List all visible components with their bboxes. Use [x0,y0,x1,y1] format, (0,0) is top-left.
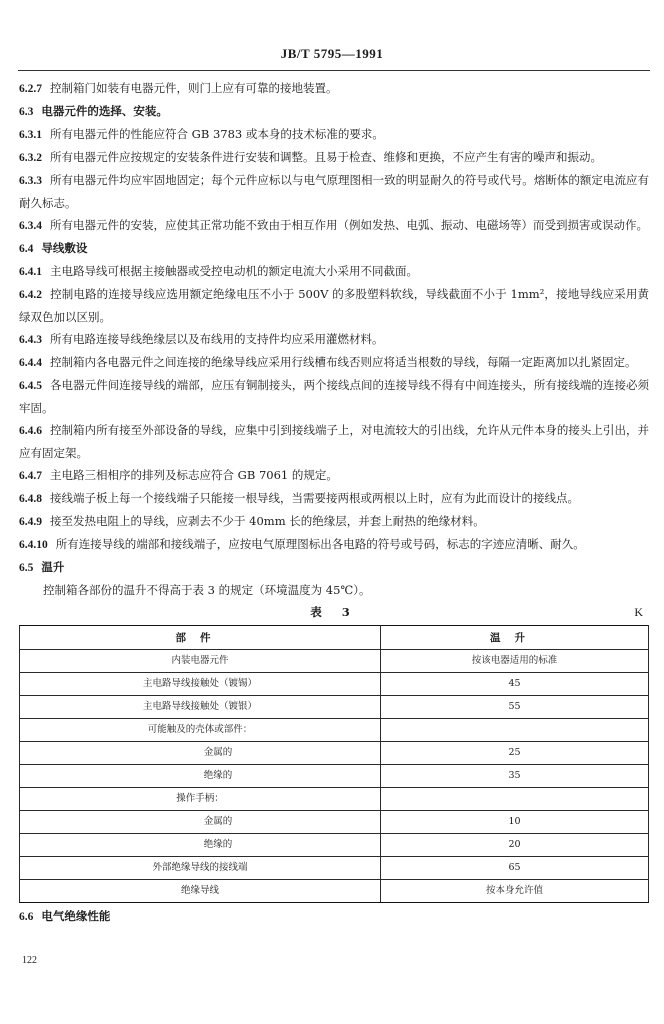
clause-text: 控制箱门如装有电器元件，则门上应有可靠的接地装置。 [50,81,338,95]
clause-text: 所有电器元件的性能应符合 GB 3783 或本身的技术标准的要求。 [50,127,384,141]
clause-number: 6.3 [19,106,34,118]
header-rule [18,70,650,71]
temperature-rise-table [19,625,649,903]
clause [19,464,649,487]
cell-temp-rise: 按本身允许值 [381,880,649,903]
document-body [19,77,649,928]
clause [19,123,649,146]
clause-text: 所有电器元件均应牢固地固定；每个元件应标以与电气原理图相一致的明显耐久的符号或代号。熔断体的额定电流应有耐久标志。 [19,173,649,210]
cell-temp-rise: 按该电器适用的标准 [381,650,649,673]
table-caption-row [19,601,649,623]
clause-text: 主电路三相相序的排列及标志应符合 GB 7061 的规定。 [50,468,338,482]
table-row [20,742,649,765]
clause [19,100,649,123]
clause-text: 所有电器元件应按规定的安装条件进行安装和调整。且易于检查、维修和更换，不应产生有害的噪声和振动。 [50,150,602,164]
table-row [20,811,649,834]
table-row [20,788,649,811]
header-temp-rise: 温升 [381,626,649,650]
clause-number: 6.4.3 [19,334,42,346]
clause-number: 6.4.1 [19,266,42,278]
clause-number: 6.5 [19,562,34,574]
clause-number: 6.4.9 [19,516,42,528]
cell-temp-rise: 55 [381,696,649,719]
clause [19,556,649,579]
clause-text: 温升 [41,560,65,574]
cell-part: 外部绝缘导线的接线端 [20,857,381,880]
cell-temp-rise: 45 [381,673,649,696]
table-header-row [20,626,649,650]
clause-number: 6.4.6 [19,425,42,437]
clause-number: 6.3.1 [19,129,42,141]
clause-number: 6.4.7 [19,470,42,482]
clause [19,510,649,533]
cell-temp-rise: 35 [381,765,649,788]
clause-number: 6.4.4 [19,357,42,369]
table-row [20,834,649,857]
cell-temp-rise [381,788,649,811]
clause [19,328,649,351]
table-body [20,650,649,903]
clause-number: 6.4 [19,243,34,255]
clause-number: 6.2.7 [19,83,42,95]
clause-number: 6.4.8 [19,493,42,505]
page-number: 122 [22,955,37,966]
cell-temp-rise: 20 [381,834,649,857]
clause-text: 所有电路连接导线绝缘层以及布线用的支持件均应采用灌燃材料。 [50,332,384,346]
next-section-heading [19,905,649,928]
clause [19,374,649,419]
clause-text: 接线端子板上每一个接线端子只能接一根导线，当需要接两根或两根以上时，应有为此而设计的接线点。 [50,491,579,505]
table-unit: K [634,605,643,619]
table-row [20,696,649,719]
clause-text: 控制箱内所有接至外部设备的导线，应集中引到接线端子上，对电流较大的引出线，允许从元件本身的接头上引出，并应有固定架。 [19,423,649,460]
cell-temp-rise: 65 [381,857,649,880]
cell-temp-rise: 10 [381,811,649,834]
clause [19,487,649,510]
clause [19,77,649,100]
clause-number: 6.3.3 [19,175,42,187]
cell-part: 操作手柄： [20,788,381,811]
clause-title: 电气绝缘性能 [41,909,111,923]
clause-text: 电器元件的选择、安装。 [41,104,168,118]
table-row [20,880,649,903]
cell-part: 金属的 [20,742,381,765]
cell-part: 主电路导线接触处（镀银） [20,696,381,719]
cell-part: 可能触及的壳体或部件： [20,719,381,742]
table-caption: 表 3 [310,605,358,619]
cell-part: 绝缘的 [20,834,381,857]
clause-number: 6.3.4 [19,220,42,232]
clause [19,146,649,169]
cell-part: 绝缘的 [20,765,381,788]
clause-text: 导线敷设 [41,241,88,255]
clause-text: 接至发热电阻上的导线，应剥去不少于 40mm 长的绝缘层，并套上耐热的绝缘材料。 [50,514,485,528]
clause [19,283,649,328]
clause [19,260,649,283]
clause [19,214,649,237]
clause [19,351,649,374]
clause-number: 6.3.2 [19,152,42,164]
clause-list [19,77,649,579]
table-row [20,650,649,673]
clause-text: 所有连接导线的端部和接线端子，应按电气原理图标出各电路的符号或号码，标志的字迹应清晰、耐久。 [55,537,585,551]
clause-text: 控制电路的连接导线应选用额定绝缘电压不小于 500V 的多股塑料软线，导线截面不小于 1mm²，接地导线应采用黄绿双色加以区别。 [19,287,649,324]
cell-temp-rise [381,719,649,742]
header-part: 部件 [20,626,381,650]
clause-number: 6.4.2 [19,289,42,301]
clause [19,237,649,260]
clause-text: 所有电器元件的安装，应使其正常功能不致由于相互作用（例如发热、电弧、振动、电磁场等）而受到损害或误动作。 [50,218,648,232]
clause [19,169,649,214]
clause [19,419,649,464]
cell-part: 绝缘导线 [20,880,381,903]
clause-text: 主电路导线可根据主接触器或受控电动机的额定电流大小采用不同截面。 [50,264,418,278]
table-row [20,673,649,696]
clause-text: 各电器元件间连接导线的端部，应压有铜制接头，两个接线点间的连接导线不得有中间连接头，所有接线端的连接必须牢固。 [19,378,649,415]
table-row [20,857,649,880]
clause-number: 6.4.5 [19,380,42,392]
cell-part: 主电路导线接触处（镀锡） [20,673,381,696]
clause [19,533,649,556]
standard-number-header: JB/T 5795—1991 [280,46,384,61]
cell-part: 金属的 [20,811,381,834]
clause-text: 控制箱内各电器元件之间连接的绝缘导线应采用行线槽布线否则应将适当根数的导线，每隔一定距离加以扎紧固定。 [50,355,637,369]
cell-part: 内装电器元件 [20,650,381,673]
clause-number: 6.4.10 [19,539,48,551]
table-row [20,719,649,742]
table-row [20,765,649,788]
temperature-rise-intro: 控制箱各部份的温升不得高于表 3 的规定（环境温度为 45℃）。 [43,583,371,597]
clause-number: 6.6 [19,911,34,923]
cell-temp-rise: 25 [381,742,649,765]
